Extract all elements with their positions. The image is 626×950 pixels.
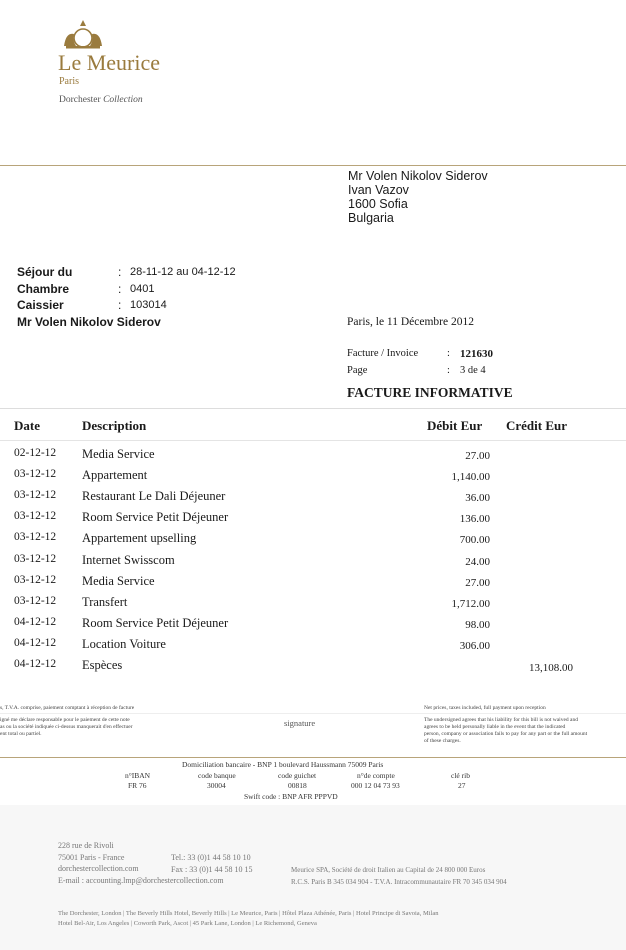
bank-value-compte: 000 12 04 73 93 (351, 781, 400, 790)
page-value: 3 de 4 (460, 365, 486, 376)
logo-crest-icon (60, 18, 106, 52)
row-debit: 98.00 (465, 619, 490, 631)
colon: : (447, 365, 450, 376)
colon: : (118, 281, 122, 296)
recipient-line: Ivan Vazov (348, 183, 409, 197)
row-description: Internet Swisscom (82, 553, 175, 567)
bank-swift: Swift code : BNP AFR PPPVD (244, 792, 338, 801)
table-row (0, 447, 626, 467)
row-description: Room Service Petit Déjeuner (82, 510, 229, 524)
footer-address-line: 228 rue de Rivoli (58, 841, 114, 850)
footer-company-line: Meurice SPA, Société de droit Italien au Capital de 24 800 000 Euros (291, 866, 486, 874)
row-date: 03-12-12 (14, 574, 57, 586)
row-description: Restaurant Le Dali Déjeuner (82, 489, 226, 503)
table-row (0, 553, 626, 573)
row-description: Appartement (82, 468, 148, 482)
footer-hotels-line: The Dorchester, London | The Beverly Hills Hotel, Beverly Hills | Le Meurice, Paris | Hôtel Plaza Athénée, Paris | Hotel Principe di Savoia, Milan (58, 910, 439, 917)
note-left-top: s, T.V.A. comprise, paiement comptant à réception de facture (0, 705, 135, 711)
row-date: 04-12-12 (14, 616, 57, 628)
row-description: Media Service (82, 447, 155, 461)
footer-phones (171, 852, 253, 875)
row-debit: 306.00 (459, 640, 490, 652)
table-top-divider (0, 408, 626, 409)
footer-hotels (58, 909, 438, 929)
bank-value-code-guichet: 00818 (288, 781, 307, 790)
recipient-line: 1600 Sofia (348, 197, 408, 211)
table-row (0, 489, 626, 509)
sejour-value: 28-11-12 au 04-12-12 (130, 266, 236, 278)
footer-address-line: 75001 Paris - France (58, 852, 125, 862)
signature-label: signature (284, 718, 316, 728)
collection-prefix: Dorchester (59, 95, 104, 105)
note-left-body: igné me déclare responsable pour le paiement de cette note as ou la société indiquée ci-dessus manquerait d'en effectuer ent total ou partiel. (0, 717, 133, 737)
row-date: 03-12-12 (14, 553, 57, 565)
header-date: Date (14, 418, 40, 433)
header-divider-line (0, 440, 626, 441)
row-date: 03-12-12 (14, 595, 57, 607)
row-date: 03-12-12 (14, 531, 57, 543)
sejour-label: Séjour du (17, 265, 73, 279)
stay-info (17, 264, 317, 330)
row-debit: 27.00 (465, 577, 490, 589)
row-date: 03-12-12 (14, 510, 57, 522)
recipient-address (348, 169, 488, 225)
footer-company-line: R.C.S. Paris B 345 034 904 - T.V.A. Intracommunautaire FR 70 345 034 904 (291, 878, 507, 886)
row-description: Location Voiture (82, 637, 166, 651)
collection-suffix: Collection (103, 95, 143, 105)
table-row (0, 658, 626, 678)
row-debit: 136.00 (459, 513, 490, 525)
facture-value: 121630 (460, 348, 493, 360)
row-date: 02-12-12 (14, 447, 57, 459)
footer-tel: Tel.: 33 (0)1 44 58 10 10 (171, 853, 251, 862)
recipient-line: Bulgaria (348, 211, 394, 225)
row-date: 03-12-12 (14, 489, 57, 501)
colon: : (118, 265, 122, 279)
facture-label: Facture / Invoice (347, 348, 419, 359)
footer-company (291, 864, 507, 888)
row-date: 04-12-12 (14, 658, 57, 670)
row-credit: 13,108.00 (529, 662, 573, 674)
row-debit: 1,712.00 (451, 598, 490, 610)
invoice-date: Paris, le 11 Décembre 2012 (347, 316, 474, 328)
table-row (0, 616, 626, 636)
row-debit: 27.00 (465, 450, 490, 462)
header-description: Description (82, 418, 147, 433)
notes-divider (0, 713, 626, 714)
bank-header-compte: n°de compte (357, 771, 395, 780)
header-divider (0, 165, 626, 166)
table-row (0, 637, 626, 657)
brand-city: Paris (59, 76, 79, 87)
row-debit: 700.00 (459, 534, 490, 546)
bank-header-code-banque: code banque (198, 771, 236, 780)
footer-hotels-line: Hotel Bel-Air, Los Angeles | Coworth Park, Ascot | 45 Park Lane, London | Le Richemond, Geneva (58, 920, 317, 927)
bank-value-iban: FR 76 (128, 781, 147, 790)
row-date: 03-12-12 (14, 468, 57, 480)
invoice-title: FACTURE INFORMATIVE (347, 385, 513, 400)
colon: : (118, 298, 122, 312)
row-description: Appartement upselling (82, 531, 197, 545)
header-debit: Débit Eur (427, 418, 483, 433)
row-debit: 36.00 (465, 492, 490, 504)
row-debit: 24.00 (465, 556, 490, 568)
bank-domiciliation: Domiciliation bancaire - BNP 1 boulevard Haussmann 75009 Paris (182, 760, 384, 769)
table-row (0, 531, 626, 551)
chambre-label: Chambre (17, 281, 70, 296)
footer-fax: Fax : 33 (0)1 44 58 10 15 (171, 864, 253, 874)
bank-value-code-banque: 30004 (207, 781, 226, 790)
row-description: Room Service Petit Déjeuner (82, 616, 229, 630)
page-label: Page (347, 365, 368, 376)
row-description: Espèces (82, 658, 123, 672)
table-row (0, 510, 626, 530)
row-description: Transfert (82, 595, 128, 609)
chambre-value: 0401 (130, 282, 155, 295)
row-debit: 1,140.00 (451, 471, 490, 483)
row-description: Media Service (82, 574, 155, 588)
bank-divider (0, 757, 626, 758)
colon: : (447, 348, 450, 359)
table-row (0, 595, 626, 615)
guest-name: Mr Volen Nikolov Siderov (17, 314, 161, 329)
brand-name: Le Meurice (58, 50, 160, 75)
table-row (0, 574, 626, 594)
footer-email: E-mail : accounting.lmp@dorchestercollection.com (58, 875, 224, 885)
bank-header-code-guichet: code guichet (278, 771, 317, 780)
brand-collection (59, 95, 143, 105)
bank-header-cle: clé rib (451, 771, 470, 780)
header-credit: Crédit Eur (506, 418, 568, 433)
caissier-value: 103014 (130, 299, 167, 311)
caissier-label: Caissier (17, 298, 64, 312)
row-date: 04-12-12 (14, 637, 57, 649)
footer-website: dorchestercollection.com (58, 864, 139, 873)
bank-value-cle: 27 (458, 781, 466, 790)
table-row (0, 468, 626, 488)
note-right-body: The undersigned agrees that his liability for this bill is not waived and agrees to be held personally liable in the event that the indicated person, company or association fails to pay for any part or the full amount of these charges. (424, 717, 588, 744)
bank-header-iban: n°IBAN (125, 771, 151, 780)
recipient-line: Mr Volen Nikolov Siderov (348, 169, 488, 183)
note-right-top: Net prices, taxes included, full payment upon reception (424, 705, 546, 711)
